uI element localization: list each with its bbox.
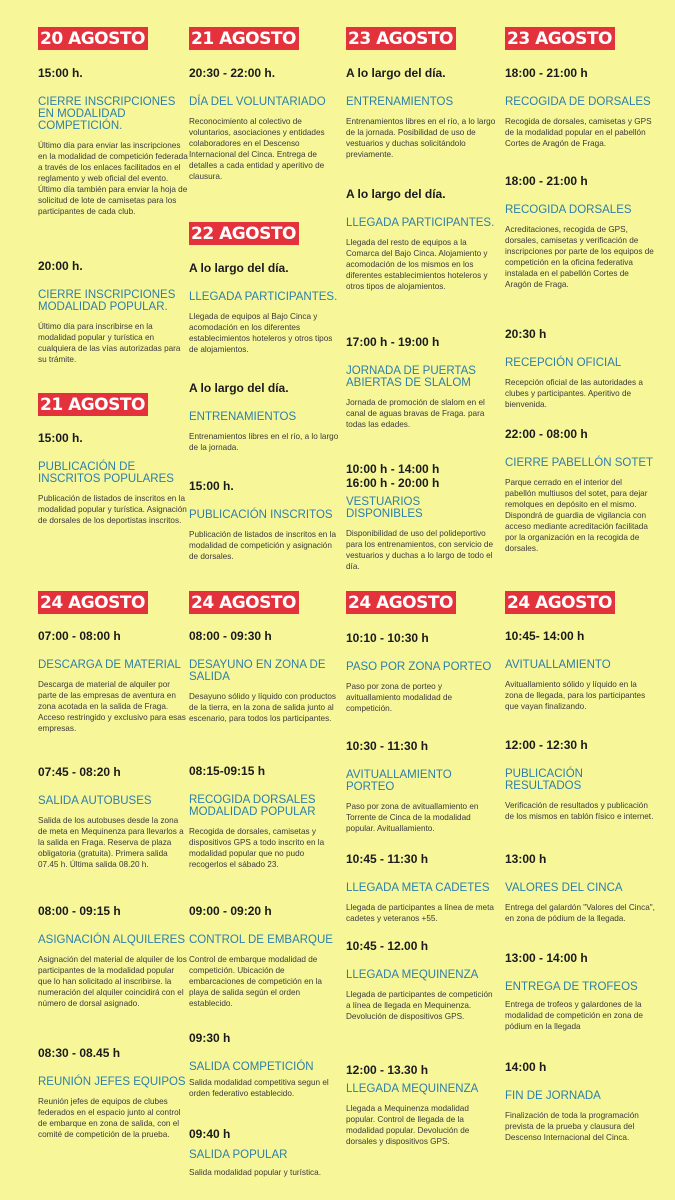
event-description: Avituallamiento sólido y líquido en la zona de llegada, para los participantes que vayan finalizando. <box>505 680 646 711</box>
event-title: LLEGADA PARTICIPANTES. <box>189 291 338 303</box>
event-block <box>189 66 339 182</box>
event-block <box>346 852 496 924</box>
event-time: 07:00 - 08:00 h <box>38 629 121 643</box>
event-block <box>38 431 188 526</box>
event-description: Reconocimiento al colectivo de voluntarios, asociaciones y entidades colaboradores en el Descenso Internacional del Cinca. Entrega de detalles a cada entidad y aperitivo de clausura. <box>189 117 325 181</box>
event-time: A lo largo del día. <box>189 261 289 275</box>
event-block <box>505 738 655 822</box>
event-block <box>505 427 655 554</box>
event-description: Disponibilidad de uso del polideportivo para los entrenamientos, con servicio de vestuarios y duchas a lo largo de todo el día. <box>346 529 493 571</box>
event-time: 07:45 - 08:20 h <box>38 765 121 779</box>
event-time: 10:45 - 12.00 h <box>346 939 429 953</box>
event-description: Último día para inscribirse en la modalidad popular y turística en cualquiera de las vías autorizadas para su trámite. <box>38 322 181 364</box>
event-time: 18:00 - 21:00 h <box>505 66 588 80</box>
event-block <box>346 631 496 714</box>
event-title: PASO POR ZONA PORTEO <box>346 661 492 673</box>
event-block <box>505 327 655 410</box>
event-block <box>189 479 339 562</box>
event-description: Control de embarque modalidad de competición. Ubicación de embarcaciones de competición en la playa de salida según el orden establecido. <box>189 955 322 1008</box>
event-description: Llegada a Mequinenza modalidad popular. Control de llegada de la modalidad popular. Devolución de dorsales y dispositivos GPS. <box>346 1104 470 1146</box>
date-header: 21 AGOSTO <box>189 27 299 50</box>
event-block <box>38 629 188 734</box>
event-time: 22:00 - 08:00 h <box>505 427 588 441</box>
event-description: Jornada de promoción de slalom en el canal de aguas bravas de Fraga. para todas las edades. <box>346 398 485 429</box>
event-block <box>505 1060 655 1143</box>
event-description: Parque cerrado en el interior del pabellón multiusos del sotet, para dejar remolques en depósito en el mismo. Dispondrá de guardia de vigilancia con acceso mediante acreditación facilitada por la organización en la recogida de dorsales. <box>505 478 648 553</box>
event-title: LLEGADA META CADETES <box>346 882 490 894</box>
event-block <box>505 951 655 1032</box>
event-description: Finalización de toda la programación prevista de la prueba y clausura del Descenso Internacional del Cinca. <box>505 1111 639 1142</box>
event-title: ENTREGA DE TROFEOS <box>505 981 638 993</box>
event-description: Publicación de listados de inscritos en la modalidad popular y turística. Asignación de dorsales de los deportistas inscritos. <box>38 494 187 525</box>
column-top-1 <box>38 27 188 50</box>
event-title: RECOGIDA DORSALES <box>505 204 632 216</box>
column-top-4 <box>505 27 655 50</box>
event-time: 10:10 - 10:30 h <box>346 631 429 645</box>
event-title: DESAYUNO EN ZONA DE SALIDA <box>189 659 326 683</box>
event-title: CIERRE INSCRIPCIONES EN MODALIDAD COMPETICIÓN. <box>38 96 176 132</box>
event-block <box>189 1031 339 1099</box>
event-description: Acreditaciones, recogida de GPS, dorsales, camisetas y verificación de inscripciones por parte de los equipos de competición en la oficina federativa instalada en el pabellón Cortes de Aragón de Fraga. <box>505 225 654 289</box>
event-description: Entrenamientos libres en el río, a lo largo de la jornada. <box>189 432 339 452</box>
event-title: ASIGNACIÓN ALQUILERES <box>38 934 185 946</box>
column-top-1-second <box>38 393 188 416</box>
event-time: 12:00 - 12:30 h <box>505 738 588 752</box>
event-time: 08:00 - 09:30 h <box>189 629 272 643</box>
event-title: VALORES DEL CINCA <box>505 882 623 894</box>
column-top-2-second <box>189 222 339 245</box>
event-description: Entrega de trofeos y galardones de la modalidad de competición en zona de pódium en la llegada <box>505 1000 643 1031</box>
column-bottom-4 <box>505 591 655 614</box>
event-time: 08:30 - 08.45 h <box>38 1046 121 1060</box>
event-title: CIERRE PABELLÓN SOTET <box>505 457 654 469</box>
event-time: 18:00 - 21:00 h <box>505 174 588 188</box>
date-header: 24 AGOSTO <box>38 591 148 614</box>
event-block <box>189 261 339 355</box>
event-title: LLEGADA MEQUINENZA <box>346 1083 479 1095</box>
column-bottom-1 <box>38 591 188 614</box>
event-description: Asignación del material de alquiler de los participantes de la modalidad popular que lo han solicitado al inscribirse. la numeración del alquiler coincidirá con el número de dorsal asignado. <box>38 955 187 1008</box>
event-title: ENTRENAMIENTOS <box>346 96 454 108</box>
event-time: A lo largo del día. <box>346 66 446 80</box>
date-header: 24 AGOSTO <box>346 591 456 614</box>
event-time: 09:00 - 09:20 h <box>189 904 272 918</box>
event-block <box>189 1127 339 1178</box>
event-description: Recogida de dorsales, camisetas y GPS de la modalidad popular en el pabellón Cortes de Aragón de Fraga. <box>505 117 652 148</box>
event-time: 10:45- 14:00 h <box>505 629 585 643</box>
event-title: SALIDA COMPETICIÓN <box>189 1061 314 1073</box>
event-description: Entrenamientos libres en el río, a lo largo de la jornada. Posibilidad de uso de vestuarios y duchas solicitándolo previamente. <box>346 117 496 159</box>
event-time: 13:00 h <box>505 852 547 866</box>
event-time: 20:30 h <box>505 327 547 341</box>
event-description: Último día para enviar las inscripciones en la modalidad de competición federada a través de los enlaces facilitados en el reglamento y web oficial del evento. Último día también para enviar la hoja de solicitud de lote de camisetas para los participantes de cada club. <box>38 141 188 216</box>
event-description: Descarga de material de alquiler por parte de las empresas de aventura en zona acotada en la salida de Fraga. Acceso restringido y exclusivo para esas empresas. <box>38 680 186 733</box>
date-header: 23 AGOSTO <box>346 27 456 50</box>
event-description: Salida de los autobuses desde la zona de meta en Mequinenza para llevarlos a la salida en Fraga. Reserva de plaza obligatoria (gratuita). Primera salida 07.45 h. Última salida 08.20 h. <box>38 816 184 869</box>
event-block <box>189 381 339 453</box>
event-title: FIN DE JORNADA <box>505 1090 601 1102</box>
event-block <box>189 629 339 724</box>
event-block <box>505 852 655 924</box>
event-title: PUBLICACIÓN DE INSCRITOS POPULARES <box>38 461 174 485</box>
event-block <box>505 66 655 149</box>
event-title: VESTUARIOS DISPONIBLES <box>346 496 423 520</box>
date-header: 24 AGOSTO <box>505 591 615 614</box>
event-title: RECOGIDA DE DORSALES <box>505 96 651 108</box>
event-block <box>38 259 188 365</box>
event-time: 10:30 - 11:30 h <box>346 739 429 753</box>
event-time: 10:45 - 11:30 h <box>346 852 429 866</box>
event-block <box>346 335 496 430</box>
date-header: 22 AGOSTO <box>189 222 299 245</box>
event-description: Desayuno sólido y líquido con productos de la tierra, en la zona de salida junto al escenario, para todos los participantes. <box>189 692 337 723</box>
event-description: Llegada de participantes de competición a línea de llegada en Mequinenza. Devolución de dispositivos GPS. <box>346 990 493 1021</box>
event-time: 09:40 h <box>189 1127 231 1141</box>
event-time: 15:00 h. <box>189 479 234 493</box>
event-title: CIERRE INSCRIPCIONES MODALIDAD POPULAR. <box>38 289 176 313</box>
event-time: 15:00 h. <box>38 66 83 80</box>
event-block <box>189 764 339 870</box>
event-title: LLEGADA MEQUINENZA <box>346 969 479 981</box>
event-title: JORNADA DE PUERTAS ABIERTAS DE SLALOM <box>346 365 476 389</box>
event-block <box>346 739 496 834</box>
column-top-3 <box>346 27 496 50</box>
event-block <box>38 765 188 870</box>
event-title: AVITUALLAMIENTO PORTEO <box>346 769 452 793</box>
event-time: 10:00 h - 14:00 h <box>346 462 440 476</box>
event-time: 08:15-09:15 h <box>189 764 266 778</box>
event-description: Recogida de dorsales, camisetas y dispositivos GPS a todo inscrito en la modalidad popular que no pudo recogerlos el sábado 23. <box>189 827 325 869</box>
column-bottom-3 <box>346 591 496 614</box>
event-time: 20:00 h. <box>38 259 83 273</box>
event-title: LLEGADA PARTICIPANTES. <box>346 217 495 229</box>
event-description: Verificación de resultados y publicación de los mismos en tablón físico e internet. <box>505 801 654 821</box>
event-time: 15:00 h. <box>38 431 83 445</box>
event-time-secondary: 16:00 h - 20:00 h <box>346 476 440 490</box>
event-description: Llegada del resto de equipos a la Comarca del Bajo Cinca. Alojamiento y acomodación de los mismos en los diferentes establecimientos hoteleros y otros tipos de alojamientos. <box>346 238 488 291</box>
event-description: Salida modalidad popular y turística. <box>189 1168 321 1177</box>
event-time: 14:00 h <box>505 1060 547 1074</box>
event-title: REUNIÓN JEFES EQUIPOS <box>38 1076 186 1088</box>
event-time: 08:00 - 09:15 h <box>38 904 121 918</box>
event-time: A lo largo del día. <box>189 381 289 395</box>
date-header: 24 AGOSTO <box>189 591 299 614</box>
event-description: Entrega del galardón "Valores del Cinca", en zona de pódium de la llegada. <box>505 903 655 923</box>
event-time: 20:30 - 22:00 h. <box>189 66 276 80</box>
event-title: SALIDA POPULAR <box>189 1149 288 1161</box>
column-top-2 <box>189 27 339 50</box>
event-time: 12:00 - 13.30 h <box>346 1063 429 1077</box>
date-header: 20 AGOSTO <box>38 27 148 50</box>
event-title: SALIDA AUTOBUSES <box>38 795 152 807</box>
event-title: DÍA DEL VOLUNTARIADO <box>189 96 326 108</box>
event-description: Llegada de equipos al Bajo Cinca y acomodación en los diferentes establecimientos hoteleros y otros tipos de alojamientos. <box>189 312 333 354</box>
event-block <box>346 66 496 160</box>
event-description: Paso por zona de porteo y avituallamiento modalidad de competición. <box>346 682 453 713</box>
event-block <box>38 66 188 217</box>
event-block <box>38 1046 188 1140</box>
event-title: AVITUALLAMIENTO <box>505 659 611 671</box>
event-time: 17:00 h - 19:00 h <box>346 335 440 349</box>
event-description: Reunión jefes de equipos de clubes federados en el espacio junto al control de embarque en zona de salida, con el comité de competición de la prueba. <box>38 1097 181 1139</box>
event-title: DESCARGA DE MATERIAL <box>38 659 181 671</box>
event-title: PUBLICACIÓN INSCRITOS <box>189 509 333 521</box>
event-description: Publicación de listados de inscritos en la modalidad de competición y asignación de dorsales. <box>189 530 337 561</box>
event-block <box>505 629 655 712</box>
event-time: 13:00 - 14:00 h <box>505 951 588 965</box>
event-description: Recepción oficial de las autoridades a clubes y participantes. Aperitivo de bienvenida. <box>505 378 643 409</box>
column-bottom-2 <box>189 591 339 614</box>
event-block <box>346 462 496 572</box>
event-block <box>346 939 496 1022</box>
event-title: RECEPCIÓN OFICIAL <box>505 357 622 369</box>
event-block <box>346 187 496 292</box>
date-header: 23 AGOSTO <box>505 27 615 50</box>
event-title: PUBLICACIÓN RESULTADOS <box>505 768 583 792</box>
event-block <box>346 1063 496 1147</box>
event-title: ENTRENAMIENTOS <box>189 411 297 423</box>
event-description: Salida modalidad competitiva segun el orden federativo establecido. <box>189 1078 329 1098</box>
event-title: CONTROL DE EMBARQUE <box>189 934 333 946</box>
event-time: 09:30 h <box>189 1031 231 1045</box>
event-time: A lo largo del día. <box>346 187 446 201</box>
event-block <box>505 174 655 290</box>
event-title: RECOGIDA DORSALES MODALIDAD POPULAR <box>189 794 316 818</box>
date-header: 21 AGOSTO <box>38 393 148 416</box>
event-block <box>189 904 339 1009</box>
event-description: Paso por zona de avituallamiento en Torrente de Cinca de la modalidad popular. Avituallamiento. <box>346 802 479 833</box>
event-description: Llegada de participantes a línea de meta cadetes y veteranos +55. <box>346 903 494 923</box>
event-block <box>38 904 188 1009</box>
